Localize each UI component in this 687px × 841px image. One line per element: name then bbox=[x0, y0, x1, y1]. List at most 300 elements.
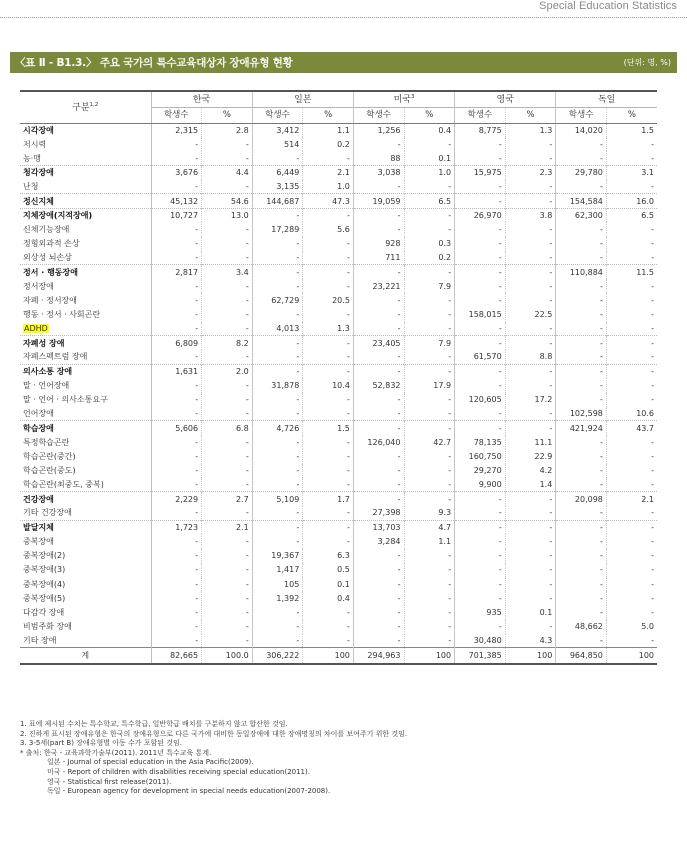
percent-cell: 13.0 bbox=[202, 208, 253, 222]
student-count-cell: - bbox=[455, 293, 506, 307]
percent-header: % bbox=[202, 107, 253, 123]
percent-cell: - bbox=[202, 506, 253, 520]
student-count-cell: 421,924 bbox=[556, 421, 607, 435]
percent-cell: - bbox=[303, 435, 354, 449]
percent-cell: - bbox=[404, 322, 455, 336]
student-count-cell: - bbox=[455, 279, 506, 293]
student-count-cell: - bbox=[353, 577, 404, 591]
percent-cell: 1.5 bbox=[606, 123, 657, 137]
percent-cell: - bbox=[606, 307, 657, 321]
footnote: 1. 표에 제시된 수치는 특수학교, 특수학급, 일반학급 배치를 구분하지 않고 합산한 것임. bbox=[20, 720, 288, 728]
percent-cell: 22.5 bbox=[505, 307, 556, 321]
corner-label: 구분 bbox=[72, 103, 90, 114]
percent-cell: - bbox=[606, 322, 657, 336]
percent-cell: 0.2 bbox=[404, 251, 455, 265]
table-row bbox=[20, 194, 657, 208]
table-row bbox=[20, 293, 657, 307]
table-row bbox=[20, 208, 657, 222]
percent-cell: - bbox=[404, 407, 455, 421]
student-count-cell: - bbox=[556, 634, 607, 648]
percent-cell: - bbox=[505, 407, 556, 421]
row-label-cell bbox=[20, 591, 151, 605]
student-count-cell: 1,392 bbox=[252, 591, 303, 605]
student-count-cell: 62,300 bbox=[556, 208, 607, 222]
student-count-cell: - bbox=[151, 591, 202, 605]
row-label: 의사소통 장애 bbox=[23, 367, 73, 377]
student-count-cell: 154,584 bbox=[556, 194, 607, 208]
percent-cell: - bbox=[505, 293, 556, 307]
percent-cell: 11.1 bbox=[505, 435, 556, 449]
percent-cell: - bbox=[505, 492, 556, 506]
student-count-cell: - bbox=[455, 421, 506, 435]
student-count-cell: - bbox=[556, 520, 607, 534]
student-count-cell: 126,040 bbox=[353, 435, 404, 449]
percent-cell: - bbox=[202, 237, 253, 251]
row-label: 농·맹 bbox=[23, 153, 41, 163]
student-count-cell: - bbox=[353, 265, 404, 279]
student-count-cell: - bbox=[252, 464, 303, 478]
table-body bbox=[20, 123, 657, 664]
percent-header: % bbox=[505, 107, 556, 123]
table-row bbox=[20, 591, 657, 605]
percent-cell: - bbox=[202, 563, 253, 577]
country-name: 미국 bbox=[393, 95, 411, 106]
row-label-cell bbox=[20, 478, 151, 492]
row-label: 청각장애 bbox=[23, 168, 54, 178]
percent-cell: 16.0 bbox=[606, 194, 657, 208]
row-label: 시각장애 bbox=[23, 125, 54, 135]
percent-cell: - bbox=[202, 293, 253, 307]
row-label-cell bbox=[20, 449, 151, 463]
percent-cell: - bbox=[505, 591, 556, 605]
percent-cell: - bbox=[303, 620, 354, 634]
row-label-cell bbox=[20, 549, 151, 563]
table-row bbox=[20, 350, 657, 364]
percent-cell: - bbox=[404, 492, 455, 506]
percent-cell: - bbox=[303, 208, 354, 222]
student-count-cell: - bbox=[353, 307, 404, 321]
student-count-cell: - bbox=[151, 222, 202, 236]
percent-cell: - bbox=[404, 265, 455, 279]
percent-cell: 0.2 bbox=[303, 137, 354, 151]
percent-cell: - bbox=[606, 378, 657, 392]
table-row bbox=[20, 137, 657, 151]
student-count-cell: - bbox=[455, 378, 506, 392]
student-count-cell: 306,222 bbox=[252, 648, 303, 664]
row-label: 난청 bbox=[23, 182, 39, 192]
table-row bbox=[20, 449, 657, 463]
percent-cell: - bbox=[202, 393, 253, 407]
student-count-cell: 110,884 bbox=[556, 265, 607, 279]
table-row bbox=[20, 393, 657, 407]
percent-cell: 1.0 bbox=[303, 180, 354, 194]
percent-cell: 0.4 bbox=[303, 591, 354, 605]
row-label-cell bbox=[20, 194, 151, 208]
percent-cell: 11.5 bbox=[606, 265, 657, 279]
corner-header bbox=[20, 91, 151, 123]
student-count-cell: - bbox=[151, 137, 202, 151]
percent-cell: - bbox=[606, 464, 657, 478]
percent-cell: 0.3 bbox=[404, 237, 455, 251]
row-label: 다감각 장애 bbox=[23, 607, 65, 617]
row-label: 특정학습곤란 bbox=[23, 437, 70, 447]
student-count-cell: - bbox=[353, 222, 404, 236]
student-count-cell: - bbox=[556, 322, 607, 336]
percent-cell: 1.1 bbox=[404, 534, 455, 548]
percent-cell: 1.7 bbox=[303, 492, 354, 506]
student-count-cell: - bbox=[455, 492, 506, 506]
student-count-cell: - bbox=[252, 634, 303, 648]
student-count-cell: - bbox=[252, 435, 303, 449]
student-count-cell: - bbox=[353, 605, 404, 619]
student-count-cell: 62,729 bbox=[252, 293, 303, 307]
percent-cell: 3.1 bbox=[606, 166, 657, 180]
student-count-cell: 158,015 bbox=[455, 307, 506, 321]
table-row bbox=[20, 492, 657, 506]
table-row bbox=[20, 279, 657, 293]
table-title-bar bbox=[10, 52, 677, 73]
table-row bbox=[20, 378, 657, 392]
percent-cell: - bbox=[505, 506, 556, 520]
table-row bbox=[20, 407, 657, 421]
row-label-cell bbox=[20, 364, 151, 378]
percent-cell: - bbox=[202, 322, 253, 336]
row-label: 신체기능장애 bbox=[23, 224, 70, 234]
percent-cell: - bbox=[202, 435, 253, 449]
percent-cell: - bbox=[303, 364, 354, 378]
student-count-cell: - bbox=[353, 563, 404, 577]
country-name: 영국 bbox=[496, 95, 514, 106]
percent-cell: - bbox=[606, 563, 657, 577]
table-row bbox=[20, 123, 657, 137]
row-label-cell bbox=[20, 137, 151, 151]
table-row bbox=[20, 520, 657, 534]
student-count-cell: - bbox=[455, 591, 506, 605]
row-label: 중복장애(2) bbox=[23, 551, 66, 561]
table-row bbox=[20, 534, 657, 548]
student-count-cell: 3,135 bbox=[252, 180, 303, 194]
percent-cell: 7.9 bbox=[404, 336, 455, 350]
student-count-cell: - bbox=[151, 563, 202, 577]
percent-cell: - bbox=[606, 634, 657, 648]
percent-cell: 2.7 bbox=[202, 492, 253, 506]
percent-cell: 1.3 bbox=[505, 123, 556, 137]
student-count-cell: 5,606 bbox=[151, 421, 202, 435]
percent-cell: 7.9 bbox=[404, 279, 455, 293]
table-title: 〈표 Ⅱ - B1.3.〉 주요 국가의 특수교육대상자 장애유형 현황 bbox=[15, 57, 293, 69]
disability-type-table bbox=[20, 90, 657, 665]
table-row bbox=[20, 620, 657, 634]
source-line: 미국 - Report of children with disabilities receiving special education(2011). bbox=[47, 767, 310, 776]
student-count-cell: - bbox=[151, 307, 202, 321]
table-row bbox=[20, 478, 657, 492]
percent-cell: - bbox=[303, 151, 354, 165]
row-label-cell bbox=[20, 336, 151, 350]
percent-cell: 1.4 bbox=[505, 478, 556, 492]
row-label: 비범주화 장애 bbox=[23, 622, 72, 632]
table-row bbox=[20, 166, 657, 180]
student-count-cell: 27,398 bbox=[353, 506, 404, 520]
row-label-cell bbox=[20, 464, 151, 478]
student-count-header: 학생수 bbox=[151, 107, 202, 123]
percent-cell: 100 bbox=[404, 648, 455, 664]
student-count-cell: - bbox=[556, 307, 607, 321]
student-count-cell: - bbox=[151, 449, 202, 463]
percent-cell: 1.3 bbox=[303, 322, 354, 336]
percent-cell: 2.1 bbox=[303, 166, 354, 180]
student-count-cell: 2,229 bbox=[151, 492, 202, 506]
student-count-cell: - bbox=[455, 364, 506, 378]
row-label-cell bbox=[20, 265, 151, 279]
student-count-cell: 31,878 bbox=[252, 378, 303, 392]
student-count-cell: - bbox=[151, 180, 202, 194]
student-count-cell: - bbox=[556, 549, 607, 563]
student-count-cell: - bbox=[151, 293, 202, 307]
student-count-cell: - bbox=[556, 563, 607, 577]
student-count-cell: - bbox=[556, 534, 607, 548]
student-count-cell: 711 bbox=[353, 251, 404, 265]
percent-cell: - bbox=[202, 180, 253, 194]
table-row bbox=[20, 237, 657, 251]
student-count-cell: 102,598 bbox=[556, 407, 607, 421]
row-label: 말 · 언어 · 의사소통요구 bbox=[23, 395, 108, 405]
student-count-cell: - bbox=[151, 350, 202, 364]
table-row bbox=[20, 336, 657, 350]
percent-cell: - bbox=[606, 364, 657, 378]
student-count-cell: - bbox=[151, 605, 202, 619]
percent-cell: - bbox=[505, 322, 556, 336]
percent-cell: - bbox=[404, 222, 455, 236]
student-count-cell: - bbox=[151, 634, 202, 648]
percent-cell: - bbox=[505, 279, 556, 293]
row-label: 행동 · 정서 · 사회곤란 bbox=[23, 310, 101, 320]
student-count-cell: - bbox=[455, 506, 506, 520]
percent-cell: - bbox=[505, 180, 556, 194]
percent-cell: - bbox=[404, 464, 455, 478]
table-row bbox=[20, 364, 657, 378]
student-count-cell: 3,412 bbox=[252, 123, 303, 137]
percent-cell: - bbox=[202, 251, 253, 265]
student-count-cell: - bbox=[151, 506, 202, 520]
student-count-cell: - bbox=[353, 364, 404, 378]
student-count-cell: - bbox=[353, 180, 404, 194]
row-label-cell bbox=[20, 577, 151, 591]
student-count-cell: - bbox=[455, 251, 506, 265]
percent-cell: - bbox=[202, 222, 253, 236]
table-row bbox=[20, 307, 657, 321]
student-count-cell: - bbox=[455, 620, 506, 634]
row-label: 기타 장애 bbox=[23, 636, 57, 646]
percent-cell: - bbox=[505, 265, 556, 279]
student-count-cell: 30,480 bbox=[455, 634, 506, 648]
student-count-cell: - bbox=[455, 180, 506, 194]
header-divider bbox=[0, 17, 687, 18]
student-count-cell: 23,405 bbox=[353, 336, 404, 350]
percent-header: % bbox=[404, 107, 455, 123]
student-count-cell: - bbox=[556, 180, 607, 194]
row-label-cell bbox=[20, 350, 151, 364]
row-label-cell bbox=[20, 620, 151, 634]
student-count-cell: - bbox=[556, 464, 607, 478]
percent-cell: - bbox=[606, 435, 657, 449]
row-label: 중복장애(3) bbox=[23, 565, 66, 575]
percent-header: % bbox=[606, 107, 657, 123]
percent-cell: 22.9 bbox=[505, 449, 556, 463]
student-count-cell: - bbox=[151, 237, 202, 251]
student-count-cell: - bbox=[252, 350, 303, 364]
percent-cell: - bbox=[202, 634, 253, 648]
percent-cell: - bbox=[505, 534, 556, 548]
percent-cell: - bbox=[303, 407, 354, 421]
percent-cell: - bbox=[505, 251, 556, 265]
student-count-cell: 13,703 bbox=[353, 520, 404, 534]
row-label-cell bbox=[20, 307, 151, 321]
row-label: 정서장애 bbox=[23, 281, 54, 291]
student-count-cell: - bbox=[455, 407, 506, 421]
student-count-cell: 160,750 bbox=[455, 449, 506, 463]
row-label: 정형외과적 손상 bbox=[23, 239, 80, 249]
percent-cell: - bbox=[303, 605, 354, 619]
percent-cell: - bbox=[202, 407, 253, 421]
source-line: 영국 - Statistical first release(2011). bbox=[47, 777, 172, 786]
student-count-cell: 1,256 bbox=[353, 123, 404, 137]
percent-cell: 43.7 bbox=[606, 421, 657, 435]
student-count-cell: 52,832 bbox=[353, 378, 404, 392]
student-count-cell: - bbox=[556, 364, 607, 378]
percent-cell: - bbox=[202, 279, 253, 293]
percent-cell: - bbox=[505, 549, 556, 563]
percent-cell: - bbox=[404, 549, 455, 563]
country-header bbox=[455, 91, 556, 107]
student-count-cell: - bbox=[353, 407, 404, 421]
student-count-header: 학생수 bbox=[556, 107, 607, 123]
student-count-cell: 935 bbox=[455, 605, 506, 619]
percent-cell: - bbox=[202, 449, 253, 463]
percent-cell: - bbox=[202, 350, 253, 364]
percent-cell: - bbox=[404, 620, 455, 634]
student-count-cell: - bbox=[556, 605, 607, 619]
percent-header: % bbox=[303, 107, 354, 123]
percent-cell: - bbox=[202, 151, 253, 165]
row-label: 기타 건강장애 bbox=[23, 508, 72, 518]
percent-cell: 3.4 bbox=[202, 265, 253, 279]
table-row bbox=[20, 464, 657, 478]
percent-cell: - bbox=[404, 364, 455, 378]
percent-cell: - bbox=[606, 279, 657, 293]
row-label-cell bbox=[20, 605, 151, 619]
student-count-cell: - bbox=[455, 237, 506, 251]
student-count-cell: - bbox=[455, 265, 506, 279]
student-count-cell: - bbox=[252, 407, 303, 421]
row-label-cell bbox=[20, 208, 151, 222]
percent-cell: 100 bbox=[606, 648, 657, 664]
percent-cell: 2.1 bbox=[606, 492, 657, 506]
student-count-cell: - bbox=[151, 478, 202, 492]
student-count-cell: - bbox=[353, 322, 404, 336]
row-label-cell bbox=[20, 563, 151, 577]
table-row bbox=[20, 435, 657, 449]
student-count-cell: - bbox=[252, 151, 303, 165]
percent-cell: - bbox=[505, 237, 556, 251]
student-count-cell: 6,449 bbox=[252, 166, 303, 180]
percent-cell: - bbox=[404, 307, 455, 321]
student-count-cell: 3,038 bbox=[353, 166, 404, 180]
row-label-cell bbox=[20, 237, 151, 251]
row-label: 계 bbox=[81, 651, 90, 661]
percent-cell: - bbox=[202, 620, 253, 634]
row-label-cell bbox=[20, 378, 151, 392]
percent-cell: - bbox=[404, 605, 455, 619]
percent-cell: - bbox=[202, 534, 253, 548]
student-count-cell: 1,723 bbox=[151, 520, 202, 534]
student-count-cell: - bbox=[455, 322, 506, 336]
percent-cell: 5.0 bbox=[606, 620, 657, 634]
student-count-cell: - bbox=[252, 336, 303, 350]
percent-cell: - bbox=[606, 449, 657, 463]
row-label-cell bbox=[20, 293, 151, 307]
percent-cell: 8.8 bbox=[505, 350, 556, 364]
percent-cell: - bbox=[404, 577, 455, 591]
percent-cell: 54.6 bbox=[202, 194, 253, 208]
percent-cell: - bbox=[404, 634, 455, 648]
percent-cell: - bbox=[202, 307, 253, 321]
student-count-cell: 964,850 bbox=[556, 648, 607, 664]
percent-cell: 4.3 bbox=[505, 634, 556, 648]
statistics-table-container bbox=[20, 90, 657, 665]
student-count-cell: - bbox=[455, 563, 506, 577]
percent-cell: - bbox=[202, 605, 253, 619]
percent-cell: - bbox=[404, 350, 455, 364]
table-row bbox=[20, 506, 657, 520]
percent-cell: 1.5 bbox=[303, 421, 354, 435]
student-count-cell: - bbox=[556, 449, 607, 463]
row-label: 저시력 bbox=[23, 139, 47, 149]
student-count-cell: - bbox=[556, 237, 607, 251]
row-label: 자폐 · 정서장애 bbox=[23, 295, 77, 305]
percent-cell: 47.3 bbox=[303, 194, 354, 208]
percent-cell: 0.1 bbox=[404, 151, 455, 165]
student-count-cell: 8,775 bbox=[455, 123, 506, 137]
student-count-cell: - bbox=[455, 577, 506, 591]
percent-cell: 6.5 bbox=[606, 208, 657, 222]
student-count-cell: - bbox=[353, 492, 404, 506]
percent-cell: - bbox=[404, 449, 455, 463]
table-row bbox=[20, 605, 657, 619]
percent-cell: - bbox=[606, 336, 657, 350]
student-count-cell: - bbox=[252, 520, 303, 534]
percent-cell: - bbox=[404, 208, 455, 222]
percent-cell: 2.8 bbox=[202, 123, 253, 137]
student-count-cell: - bbox=[151, 322, 202, 336]
row-label-cell bbox=[20, 322, 151, 336]
percent-cell: 5.6 bbox=[303, 222, 354, 236]
percent-cell: 20.5 bbox=[303, 293, 354, 307]
student-count-cell: 61,570 bbox=[455, 350, 506, 364]
percent-cell: 4.7 bbox=[404, 520, 455, 534]
student-count-cell: - bbox=[252, 449, 303, 463]
row-label: 정신지체 bbox=[23, 196, 54, 206]
percent-cell: 3.8 bbox=[505, 208, 556, 222]
student-count-cell: 2,315 bbox=[151, 123, 202, 137]
student-count-cell: - bbox=[455, 222, 506, 236]
country-header bbox=[252, 91, 353, 107]
row-label: 발달지체 bbox=[23, 523, 54, 533]
student-count-cell: 1,417 bbox=[252, 563, 303, 577]
percent-cell: - bbox=[202, 378, 253, 392]
percent-cell: - bbox=[202, 464, 253, 478]
table-row bbox=[20, 251, 657, 265]
row-label: 지체장애(지적장애) bbox=[23, 210, 93, 220]
